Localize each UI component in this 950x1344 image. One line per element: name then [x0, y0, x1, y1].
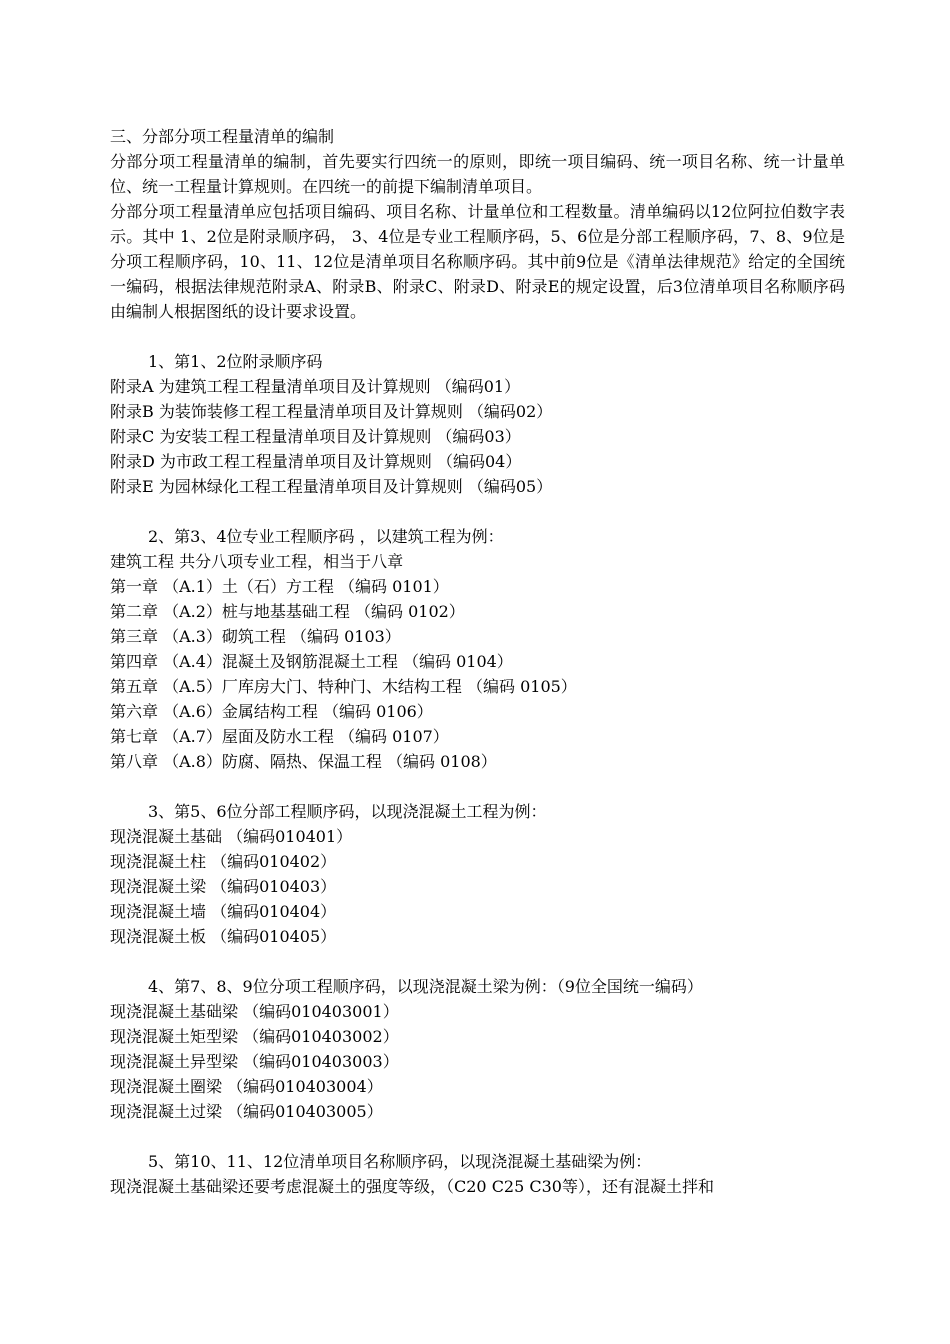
- list-item: 现浇混凝土板 （编码010405）: [110, 927, 337, 946]
- paragraph-four-unification: 分部分项工程量清单的编制，首先要实行四统一的原则，即统一项目编码、统一项目名称、统一计量单位、统一工程量计算规则。在四统一的前提下编制清单项目。: [110, 152, 845, 196]
- list-item: 现浇混凝土墙 （编码010404）: [110, 902, 337, 921]
- list-item: 现浇混凝土基础 （编码010401）: [110, 827, 353, 846]
- list-item: 附录C 为安装工程工程量清单项目及计算规则 （编码03）: [110, 427, 521, 446]
- list-item: 现浇混凝土圈梁 （编码010403004）: [110, 1077, 383, 1096]
- spacer: [110, 1124, 845, 1149]
- list-item: 现浇混凝土异型梁 （编码010403003）: [110, 1052, 399, 1071]
- list-item: 第四章 （A.4）混凝土及钢筋混凝土工程 （编码 0104）: [110, 652, 513, 671]
- list-item: 第五章 （A.5）厂库房大门、特种门、木结构工程 （编码 0105）: [110, 677, 577, 696]
- list-item: 现浇混凝土过梁 （编码010403005）: [110, 1102, 383, 1121]
- group-appendix-title: 1、第1、2位附录顺序码: [148, 352, 323, 371]
- list-item: 附录A 为建筑工程工程量清单项目及计算规则 （编码01）: [110, 377, 521, 396]
- spacer: [110, 949, 845, 974]
- list-item: 第八章 （A.8）防腐、隔热、保温工程 （编码 0108）: [110, 752, 497, 771]
- list-item: 现浇混凝土矩型梁 （编码010403002）: [110, 1027, 399, 1046]
- list-item: 第六章 （A.6）金属结构工程 （编码 0106）: [110, 702, 433, 721]
- section-heading: 三、分部分项工程量清单的编制: [110, 127, 335, 146]
- group-specialty-intro: 建筑工程 共分八项专业工程，相当于八章: [110, 552, 404, 571]
- group-division-title: 3、第5、6位分部工程顺序码，以现浇混凝土工程为例：: [148, 802, 547, 821]
- group-name-code-text: 现浇混凝土基础梁还要考虑混凝土的强度等级，（C20 C25 C30等），还有混凝土拌和: [110, 1177, 714, 1196]
- group-item-title: 4、第7、8、9位分项工程顺序码，以现浇混凝土梁为例：（9位全国统一编码）: [148, 977, 703, 996]
- list-item: 附录E 为园林绿化工程工程量清单项目及计算规则 （编码05）: [110, 477, 553, 496]
- list-item: 第一章 （A.1）土（石）方工程 （编码 0101）: [110, 577, 449, 596]
- list-item: 附录B 为装饰装修工程工程量清单项目及计算规则 （编码02）: [110, 402, 553, 421]
- spacer: [110, 499, 845, 524]
- group-name-code-title: 5、第10、11、12位清单项目名称顺序码，以现浇混凝土基础梁为例：: [148, 1152, 652, 1171]
- list-item: 现浇混凝土梁 （编码010403）: [110, 877, 337, 896]
- list-item: 第三章 （A.3）砌筑工程 （编码 0103）: [110, 627, 401, 646]
- paragraph-coding-rules: 分部分项工程量清单应包括项目编码、项目名称、计量单位和工程数量。清单编码以12位阿拉伯数字表示。其中 1、2位是附录顺序码， 3、4位是专业工程顺序码，5、6位是分部工程顺序码，7、8、9位是分项工程顺序码，10、11、12位是清单项目名称顺序码。其中前9位是《清单法律规范》给定的全国统一编码，根据法律规范附录A、附录B、附录C、附录D、附录E的规定设置，后3位清单项目名称顺序码由编制人根据图纸的设计要求设置。: [110, 202, 845, 321]
- spacer: [110, 324, 845, 349]
- spacer: [110, 774, 845, 799]
- document-page: [110, 124, 845, 1199]
- list-item: 现浇混凝土柱 （编码010402）: [110, 852, 337, 871]
- list-item: 现浇混凝土基础梁 （编码010403001）: [110, 1002, 399, 1021]
- group-specialty-title: 2、第3、4位专业工程顺序码 ，以建筑工程为例：: [148, 527, 504, 546]
- list-item: 第七章 （A.7）屋面及防水工程 （编码 0107）: [110, 727, 449, 746]
- list-item: 第二章 （A.2）桩与地基基础工程 （编码 0102）: [110, 602, 465, 621]
- list-item: 附录D 为市政工程工程量清单项目及计算规则 （编码04）: [110, 452, 522, 471]
